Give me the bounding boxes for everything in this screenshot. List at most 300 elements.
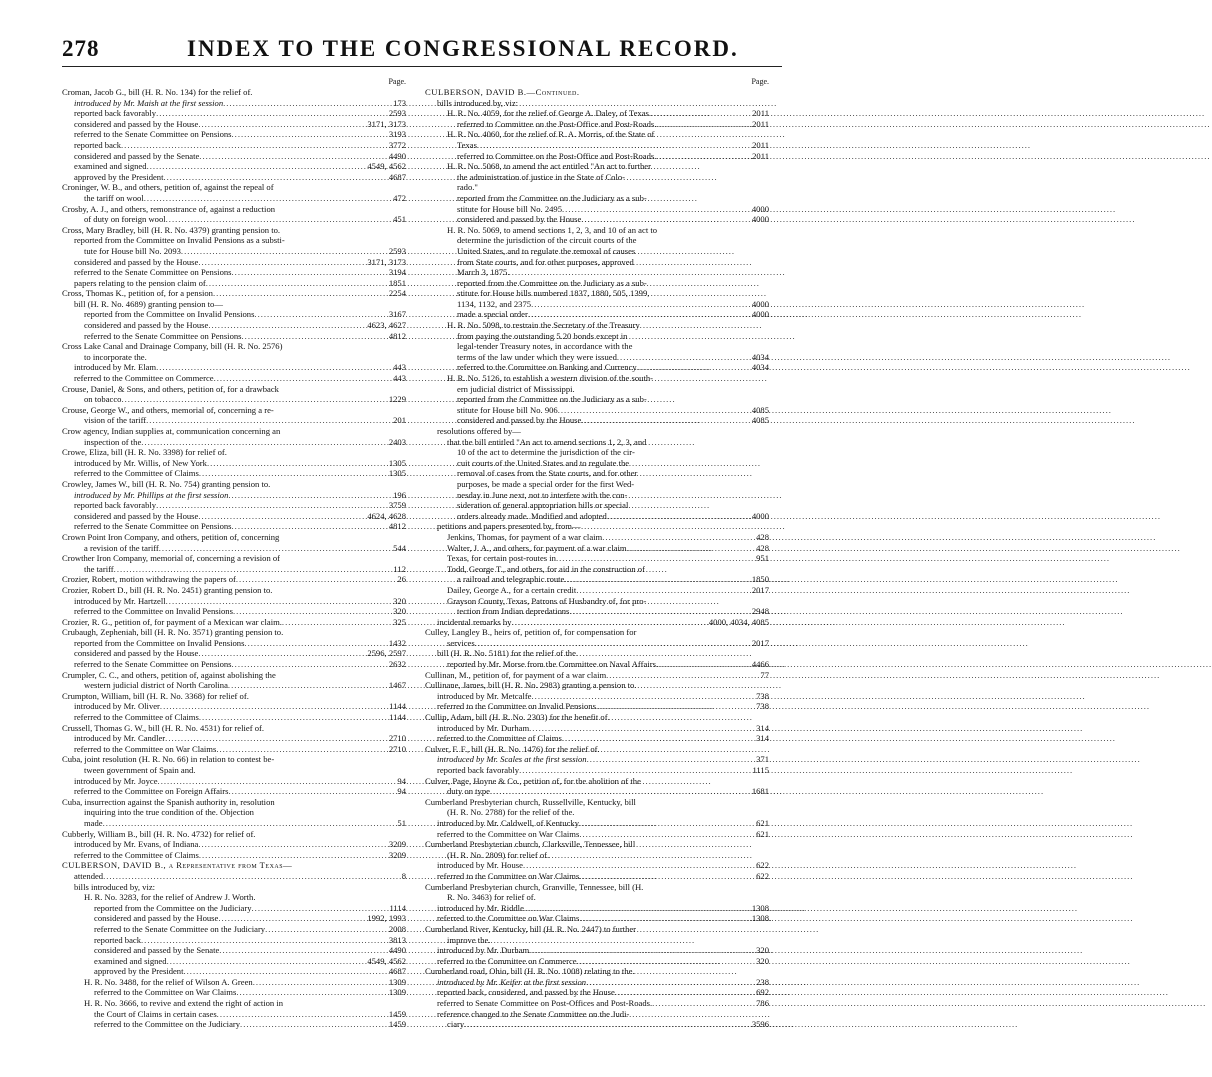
entry-text: referred to the Committee on War Claims (437, 828, 580, 839)
entry-text: Crumpton, William, bill (H. R. No. 3368) for relief of. (62, 690, 249, 701)
entry-text: introduced by Mr. Phillips at the first session (74, 489, 229, 500)
entry-text: introduced by Mr. Elam (74, 362, 157, 373)
leader-dots (198, 648, 365, 659)
index-entry (62, 966, 406, 977)
index-entry (62, 860, 406, 871)
index-entry (425, 394, 769, 405)
entry-page-ref: 94 (397, 786, 406, 797)
entry-text: considered and passed by the House (457, 415, 582, 426)
index-entry (425, 161, 769, 172)
entry-text: Crowley, James W., bill (H. R. No. 754) granting pension to. (62, 478, 271, 489)
index-entry (425, 500, 769, 511)
index-entry (62, 87, 406, 98)
leader-dots (579, 829, 754, 840)
entry-text: considered and passed by the Senate (74, 150, 200, 161)
entry-page-ref: 196 (393, 489, 406, 500)
index-entry (62, 659, 406, 670)
index-entry (425, 648, 769, 659)
leader-dots (531, 299, 750, 310)
index-entry (62, 670, 406, 681)
entry-page-ref: 2632 (388, 659, 406, 670)
leader-dots (564, 574, 749, 585)
leader-dots (615, 987, 754, 998)
index-entry (62, 956, 406, 967)
leader-dots (199, 850, 387, 861)
entry-page-ref: 3194 (388, 267, 406, 278)
entry-text: CULBERSON, DAVID B.—Continued. (425, 87, 580, 97)
index-entry (62, 331, 406, 342)
leader-dots (556, 553, 754, 564)
leader-dots (121, 394, 386, 405)
entry-text: H. R. No. 5069, to amend sections 1, 2, 3, and 10 of an act to (447, 224, 658, 235)
entry-page-ref: 4624, 4628 (367, 510, 406, 521)
index-entry (62, 521, 406, 532)
index-entry (62, 850, 406, 861)
entry-text: (H. R. No. 2788) for the relief of the. (447, 807, 575, 818)
entry-text: reported back favorably (437, 765, 520, 775)
index-entry (62, 468, 406, 479)
entry-text: Culver, F. F., bill (H. R. No. 1476) for the relief of. (425, 743, 600, 754)
index-entry (62, 638, 406, 649)
leader-dots (232, 129, 387, 140)
index-entry (62, 786, 406, 797)
index-entry (62, 564, 406, 575)
index-entry (62, 903, 406, 914)
entry-page-ref: 3171, 3173 (367, 118, 406, 129)
index-entry (425, 860, 769, 871)
entry-page-ref: 1850 (751, 574, 769, 585)
entry-text: considered and passed by the House (94, 913, 219, 924)
index-entry (62, 437, 406, 448)
entry-text: reported from the Committee on Invalid Pensions as a substi- (74, 235, 285, 246)
leader-dots (519, 765, 750, 776)
index-entry (62, 394, 406, 405)
index-entry (425, 945, 769, 956)
index-entry (425, 521, 769, 532)
entry-page-ref: 2403 (388, 436, 406, 447)
index-entry (425, 987, 769, 998)
index-entry (62, 648, 406, 659)
leader-dots (581, 214, 749, 225)
entry-text: stitute for House bills numbered 1837, 1880, 505, 1399, (457, 288, 650, 299)
entry-text: introduced by Mr. Evans, of Indiana (74, 839, 199, 850)
entry-text: introduced by Mr. Keifer at the first session (437, 976, 587, 987)
index-entry (425, 458, 769, 469)
index-entry (62, 691, 406, 702)
index-entry (62, 723, 406, 734)
entry-text: Crozier, Robert D., bill (H. R. No. 2451) granting pension to. (62, 584, 273, 595)
entry-page-ref: 2011 (752, 139, 769, 150)
entry-page-ref: 4000 (751, 298, 769, 309)
index-entry (425, 913, 769, 924)
leader-dots (617, 352, 750, 363)
entry-text: Cumberland road, Ohio, bill (H. R. No. 1008) relating to the. (425, 966, 635, 977)
entry-page-ref: 2596, 2597 (367, 648, 406, 659)
index-entry (425, 225, 769, 236)
index-entry (425, 309, 769, 320)
entry-text: considered and passed by the House (457, 214, 582, 225)
leader-dots (579, 913, 749, 924)
entry-page-ref: 2011 (752, 150, 769, 161)
index-entry (425, 776, 769, 787)
entry-text: Cuba, insurrection against the Spanish authority in, resolution (62, 796, 275, 807)
entry-page-ref: 320 (756, 945, 769, 956)
entry-page-ref: 4000 (751, 203, 769, 214)
entry-text: introduced by Mr. Candler (74, 733, 166, 744)
index-entry (425, 129, 769, 140)
index-entry (62, 945, 406, 956)
leader-dots (529, 945, 754, 956)
index-entry (62, 172, 406, 183)
leader-dots (558, 405, 750, 416)
index-entry (425, 543, 769, 554)
entry-text: introduced by Mr. Durham (437, 722, 530, 733)
index-entry (62, 193, 406, 204)
entry-text: introduced by Mr. Joyce (74, 775, 158, 786)
leader-dots (199, 151, 387, 162)
entry-text: duty on type (447, 786, 490, 797)
index-entry (62, 458, 406, 469)
entry-page-ref: 622 (756, 870, 769, 881)
entry-text: that the bill entitled "An act to amend sections 1, 2, 3, and (447, 436, 647, 447)
entry-text: orders already made. Modified and adopted (457, 510, 607, 521)
entry-page-ref: 451 (393, 214, 406, 225)
entry-text: considered and passed by the House (74, 648, 199, 659)
index-entry (62, 596, 406, 607)
index-entry (62, 161, 406, 172)
entry-text: resolutions offered by— (437, 426, 521, 436)
index-entry (425, 606, 769, 617)
index-entry (425, 744, 769, 755)
entry-text: introduced by Mr. Scales at the first session (437, 754, 587, 765)
entry-text: Cross, Thomas K., petition of, for a pension (62, 288, 213, 299)
index-entry (62, 680, 406, 691)
leader-dots (166, 596, 391, 607)
entry-page-ref: 3209 (388, 849, 406, 860)
leader-dots (213, 288, 387, 299)
leader-dots (160, 701, 387, 712)
entry-text: Cullinane, James, bill (H. R. No. 2983) granting a pension to. (425, 680, 637, 691)
entry-text: Crosby, A. J., and others, remonstrance of, against a reduction (62, 203, 276, 214)
index-entry (425, 701, 769, 712)
entry-page-ref: 1459 (388, 1019, 406, 1030)
index-entry (62, 225, 406, 236)
leader-dots (511, 617, 706, 628)
leader-dots (607, 511, 750, 522)
leader-dots (490, 786, 750, 797)
index-entry (425, 670, 769, 681)
leader-dots (562, 204, 750, 215)
leader-dots (586, 977, 754, 988)
index-entry (62, 373, 406, 384)
index-entry (62, 977, 406, 988)
entry-text: introduced by Mr. Willis, of New York (74, 457, 207, 468)
leader-dots (206, 278, 387, 289)
entry-text: considered and passed by the House (74, 256, 199, 267)
index-entry (62, 913, 406, 924)
entry-text: considered and passed by the House (74, 510, 199, 521)
leader-dots (562, 733, 754, 744)
index-entry (62, 987, 406, 998)
entry-page-ref: 738 (756, 701, 769, 712)
entry-text: Croninger, W. B., and others, petition of, against the repeal of (62, 182, 274, 193)
leader-dots (167, 956, 366, 967)
leader-dots (156, 362, 391, 373)
leader-dots (523, 860, 754, 871)
entry-text: Crown Point Iron Company, and others, petition of, concerning (62, 531, 280, 542)
entry-text: H. R. No. 4060, for the relief of R. A. Morris, of the State of (447, 129, 655, 140)
entry-text: H. R. No. 5068, to amend the act entitled "An act to further (447, 161, 651, 172)
index-entry (62, 415, 406, 426)
entry-page-ref: 51 (397, 817, 406, 828)
leader-dots (232, 659, 387, 670)
leader-dots (524, 903, 750, 914)
entry-page-ref: 4034 (751, 351, 769, 362)
entry-text: of duty on foreign wool (84, 214, 166, 225)
leader-dots (656, 151, 750, 162)
leader-dots (596, 701, 754, 712)
entry-text: R. No. 3463) for relief of. (447, 892, 536, 903)
index-entry (425, 871, 769, 882)
entry-page-ref: 4085 (751, 415, 769, 426)
entry-text: Crussell, Thomas G. W., bill (H. R. No. 4531) for relief of. (62, 722, 265, 733)
leader-dots (464, 1019, 750, 1030)
entry-text: reported from the Committee on the Judiciary as a sub- (457, 277, 647, 288)
leader-dots (198, 511, 365, 522)
index-entry (425, 564, 769, 575)
leader-dots (141, 935, 387, 946)
entry-text: 1134, 1132, and 2375 (457, 298, 532, 309)
leader-dots (528, 309, 750, 320)
entry-text: bill (H. R. No. 4689) granting pension to— (74, 298, 223, 309)
entry-text: attended (74, 870, 104, 881)
index-entry (425, 490, 769, 501)
entry-text: from paying the outstanding 5.20 bonds except in (457, 330, 628, 341)
leader-dots (529, 723, 754, 734)
entry-page-ref: 238 (756, 976, 769, 987)
index-entry (62, 511, 406, 522)
entry-text: Cubberly, William B., bill (H. R. No. 4732) for relief of. (62, 828, 256, 839)
index-entry (62, 384, 406, 395)
entry-page-ref: 692 (756, 987, 769, 998)
entry-text: March 3, 1875. (457, 267, 510, 278)
leader-dots (198, 119, 365, 130)
index-entry (62, 426, 406, 437)
index-entry (62, 532, 406, 543)
entry-page-ref: 2011 (752, 108, 769, 119)
entry-text: determine the jurisdiction of the circuit courts of the (457, 235, 637, 246)
entry-text: Todd, George T., and others, for aid in the construction of (447, 563, 645, 574)
leader-dots (581, 415, 749, 426)
entry-text: referred to the Senate Committee on Pensions (74, 659, 232, 670)
entry-text: a railroad and telegraphic route (457, 574, 565, 585)
entry-text: bill (H. R. No. 5181) for the relief of the. (437, 648, 579, 659)
index-entry (425, 977, 769, 988)
entry-text: Crubaugh, Zepheniah, bill (H. R. No. 3571) granting pension to. (62, 627, 284, 638)
leader-dots (217, 1009, 387, 1020)
index-entry (425, 320, 769, 331)
index-entry (62, 733, 406, 744)
index-entry (425, 140, 769, 151)
index-entry (62, 701, 406, 712)
left-column (62, 77, 406, 1030)
entry-text: to incorporate the. (84, 351, 147, 362)
entry-text: Cullinan, M., petition of, for payment of a war claim (425, 669, 607, 680)
index-entry (425, 712, 769, 723)
index-entry (62, 140, 406, 151)
index-entry (62, 151, 406, 162)
index-entry (62, 574, 406, 585)
entry-text: services (447, 637, 475, 648)
entry-text: western judicial district of North Carolina (84, 680, 228, 691)
page-number: 278 (62, 36, 100, 61)
entry-text: nesday in June next, not to interfere with the con- (457, 489, 628, 500)
entry-page-ref: 3209 (388, 839, 406, 850)
entry-text: Cumberland Presbyterian church, Granville, Tennessee, bill (H. (425, 881, 644, 892)
entry-text: referred to the Committee on Commerce (74, 373, 214, 384)
index-entry (62, 871, 406, 882)
index-entry (62, 447, 406, 458)
index-entry (425, 754, 769, 765)
leader-dots (228, 680, 387, 691)
entry-page-ref: 4490 (388, 150, 406, 161)
leader-dots (146, 415, 391, 426)
index-entry (425, 87, 769, 98)
leader-dots (253, 977, 387, 988)
leader-dots (156, 500, 387, 511)
leader-dots (254, 309, 386, 320)
leader-dots (577, 956, 755, 967)
entry-page-ref: 2710 (388, 733, 406, 744)
entry-text: Culley, Langley B., heirs of, petition of, for compensation for (425, 627, 637, 638)
entry-text: incidental remarks by (437, 616, 512, 627)
entry-page-ref: 4549, 4562 (367, 955, 406, 966)
entry-text: H. R. No. 3666, to revive and extend the right of action in (84, 998, 284, 1009)
leader-dots (265, 924, 387, 935)
entry-text: referred to the Committee on War Claims (74, 743, 217, 754)
entry-page-ref: 4000 (751, 510, 769, 521)
index-entry (425, 204, 769, 215)
entry-text: introduced by Mr. Riddle (437, 902, 524, 913)
entry-text: Cuba, joint resolution (H. R. No. 66) in relation to contest be- (62, 754, 275, 765)
entry-text: H. R. No. 5126, to establish a western division of the south- (447, 373, 653, 384)
index-entry (62, 500, 406, 511)
index-entry (62, 998, 406, 1009)
leader-dots (121, 140, 387, 151)
leader-dots (164, 172, 387, 183)
entry-text: Crouse, Daniel, & Sons, and others, petition of, for a drawback (62, 383, 279, 394)
entry-page-ref: 2593 (388, 245, 406, 256)
index-entry (62, 1019, 406, 1030)
entry-page-ref: 3759 (388, 500, 406, 511)
entry-page-ref: 1467 (388, 680, 406, 691)
index-entry (62, 892, 406, 903)
index-entry (62, 320, 406, 331)
index-entry (425, 108, 769, 119)
entry-text: Texas (457, 139, 477, 150)
entry-page-ref: 544 (393, 542, 406, 553)
index-entry (425, 723, 769, 734)
entry-text: removal of cases from the State courts, and for other (457, 468, 638, 479)
entry-text: Crumpler, C. C., and others, petition of, against abolishing the (62, 669, 276, 680)
entry-text: referred to the Senate Committee on Pensions (74, 521, 232, 532)
entry-text: referred to the Committee on Banking and Currency (457, 362, 637, 373)
entry-page-ref: 3193 (388, 129, 406, 140)
entry-text: reported back (74, 139, 122, 150)
entry-page-ref: 1229 (388, 394, 406, 405)
index-entry (62, 839, 406, 850)
entry-text: reported by Mr. Morse from the Committee on Naval Affairs. (447, 659, 659, 670)
leader-dots (477, 140, 750, 151)
entry-text: made (84, 817, 103, 828)
entry-text: Crozier, Robert, motion withdrawing the papers of (62, 574, 236, 585)
entry-text: Crozier, R. G., petition of, for payment of a Mexican war claim. (62, 616, 282, 627)
entry-page-ref: 621 (756, 828, 769, 839)
index-entry (62, 924, 406, 935)
entry-page-ref: 1114 (389, 902, 406, 913)
index-entry (425, 405, 769, 416)
entry-text: introduced by Mr. Durham (437, 945, 530, 956)
index-entry (425, 468, 769, 479)
index-entry (62, 267, 406, 278)
entry-page-ref: 443 (393, 362, 406, 373)
entry-text: stitute for House bill No. 2495 (457, 203, 563, 214)
entry-page-ref: 2011 (752, 118, 769, 129)
entry-text: inspection of the (84, 436, 142, 447)
index-entry (62, 765, 406, 776)
entry-page-ref: 1308 (751, 902, 769, 913)
entry-page-ref: 4490 (388, 945, 406, 956)
leader-dots (214, 373, 392, 384)
entry-text: referred to the Committee on the Judiciary (94, 1019, 241, 1030)
entry-page-ref: 2254 (388, 288, 406, 299)
entry-page-ref: 320 (393, 595, 406, 606)
entry-text: reference changed to the Senate Committee on the Judi- (437, 1008, 630, 1019)
leader-dots (223, 98, 391, 109)
entry-page-ref: 2948 (751, 606, 769, 617)
index-entry (425, 574, 769, 585)
entry-page-ref: 2593 (388, 108, 406, 119)
entry-page-ref: 2017 (751, 584, 769, 595)
index-entry (425, 119, 769, 130)
leader-dots (114, 564, 392, 575)
page-header (62, 36, 782, 67)
entry-text: ern judicial district of Mississippi. (457, 383, 575, 394)
leader-dots (576, 585, 749, 596)
index-entry (425, 892, 769, 903)
index-entry (62, 606, 406, 617)
leader-dots (606, 670, 758, 681)
leader-dots (208, 320, 365, 331)
entry-text: tute for House bill No. 2093 (84, 245, 181, 256)
entry-text: sideration of general appropriation bills or special (457, 500, 629, 511)
entry-text: Cumberland Presbyterian church, Russellville, Kentucky, bill (425, 796, 636, 807)
index-entry (425, 257, 769, 268)
entry-page-ref: 3167 (388, 309, 406, 320)
entry-text: legal-tender Treasury notes, in accordance with the (457, 341, 633, 352)
index-entry (425, 1019, 769, 1030)
entry-text: reported from the Committee on Invalid Pensions (84, 309, 255, 320)
leader-dots (232, 267, 387, 278)
leader-dots (219, 945, 387, 956)
entry-text: papers relating to the pension claim of (74, 277, 206, 288)
entry-page-ref: 1305 (388, 457, 406, 468)
leader-dots (159, 543, 391, 554)
index-entry (425, 797, 769, 808)
leader-dots (282, 617, 391, 628)
entry-text: referred to the Committee of Claims (437, 733, 562, 744)
entry-page-ref: 4812 (388, 521, 406, 532)
